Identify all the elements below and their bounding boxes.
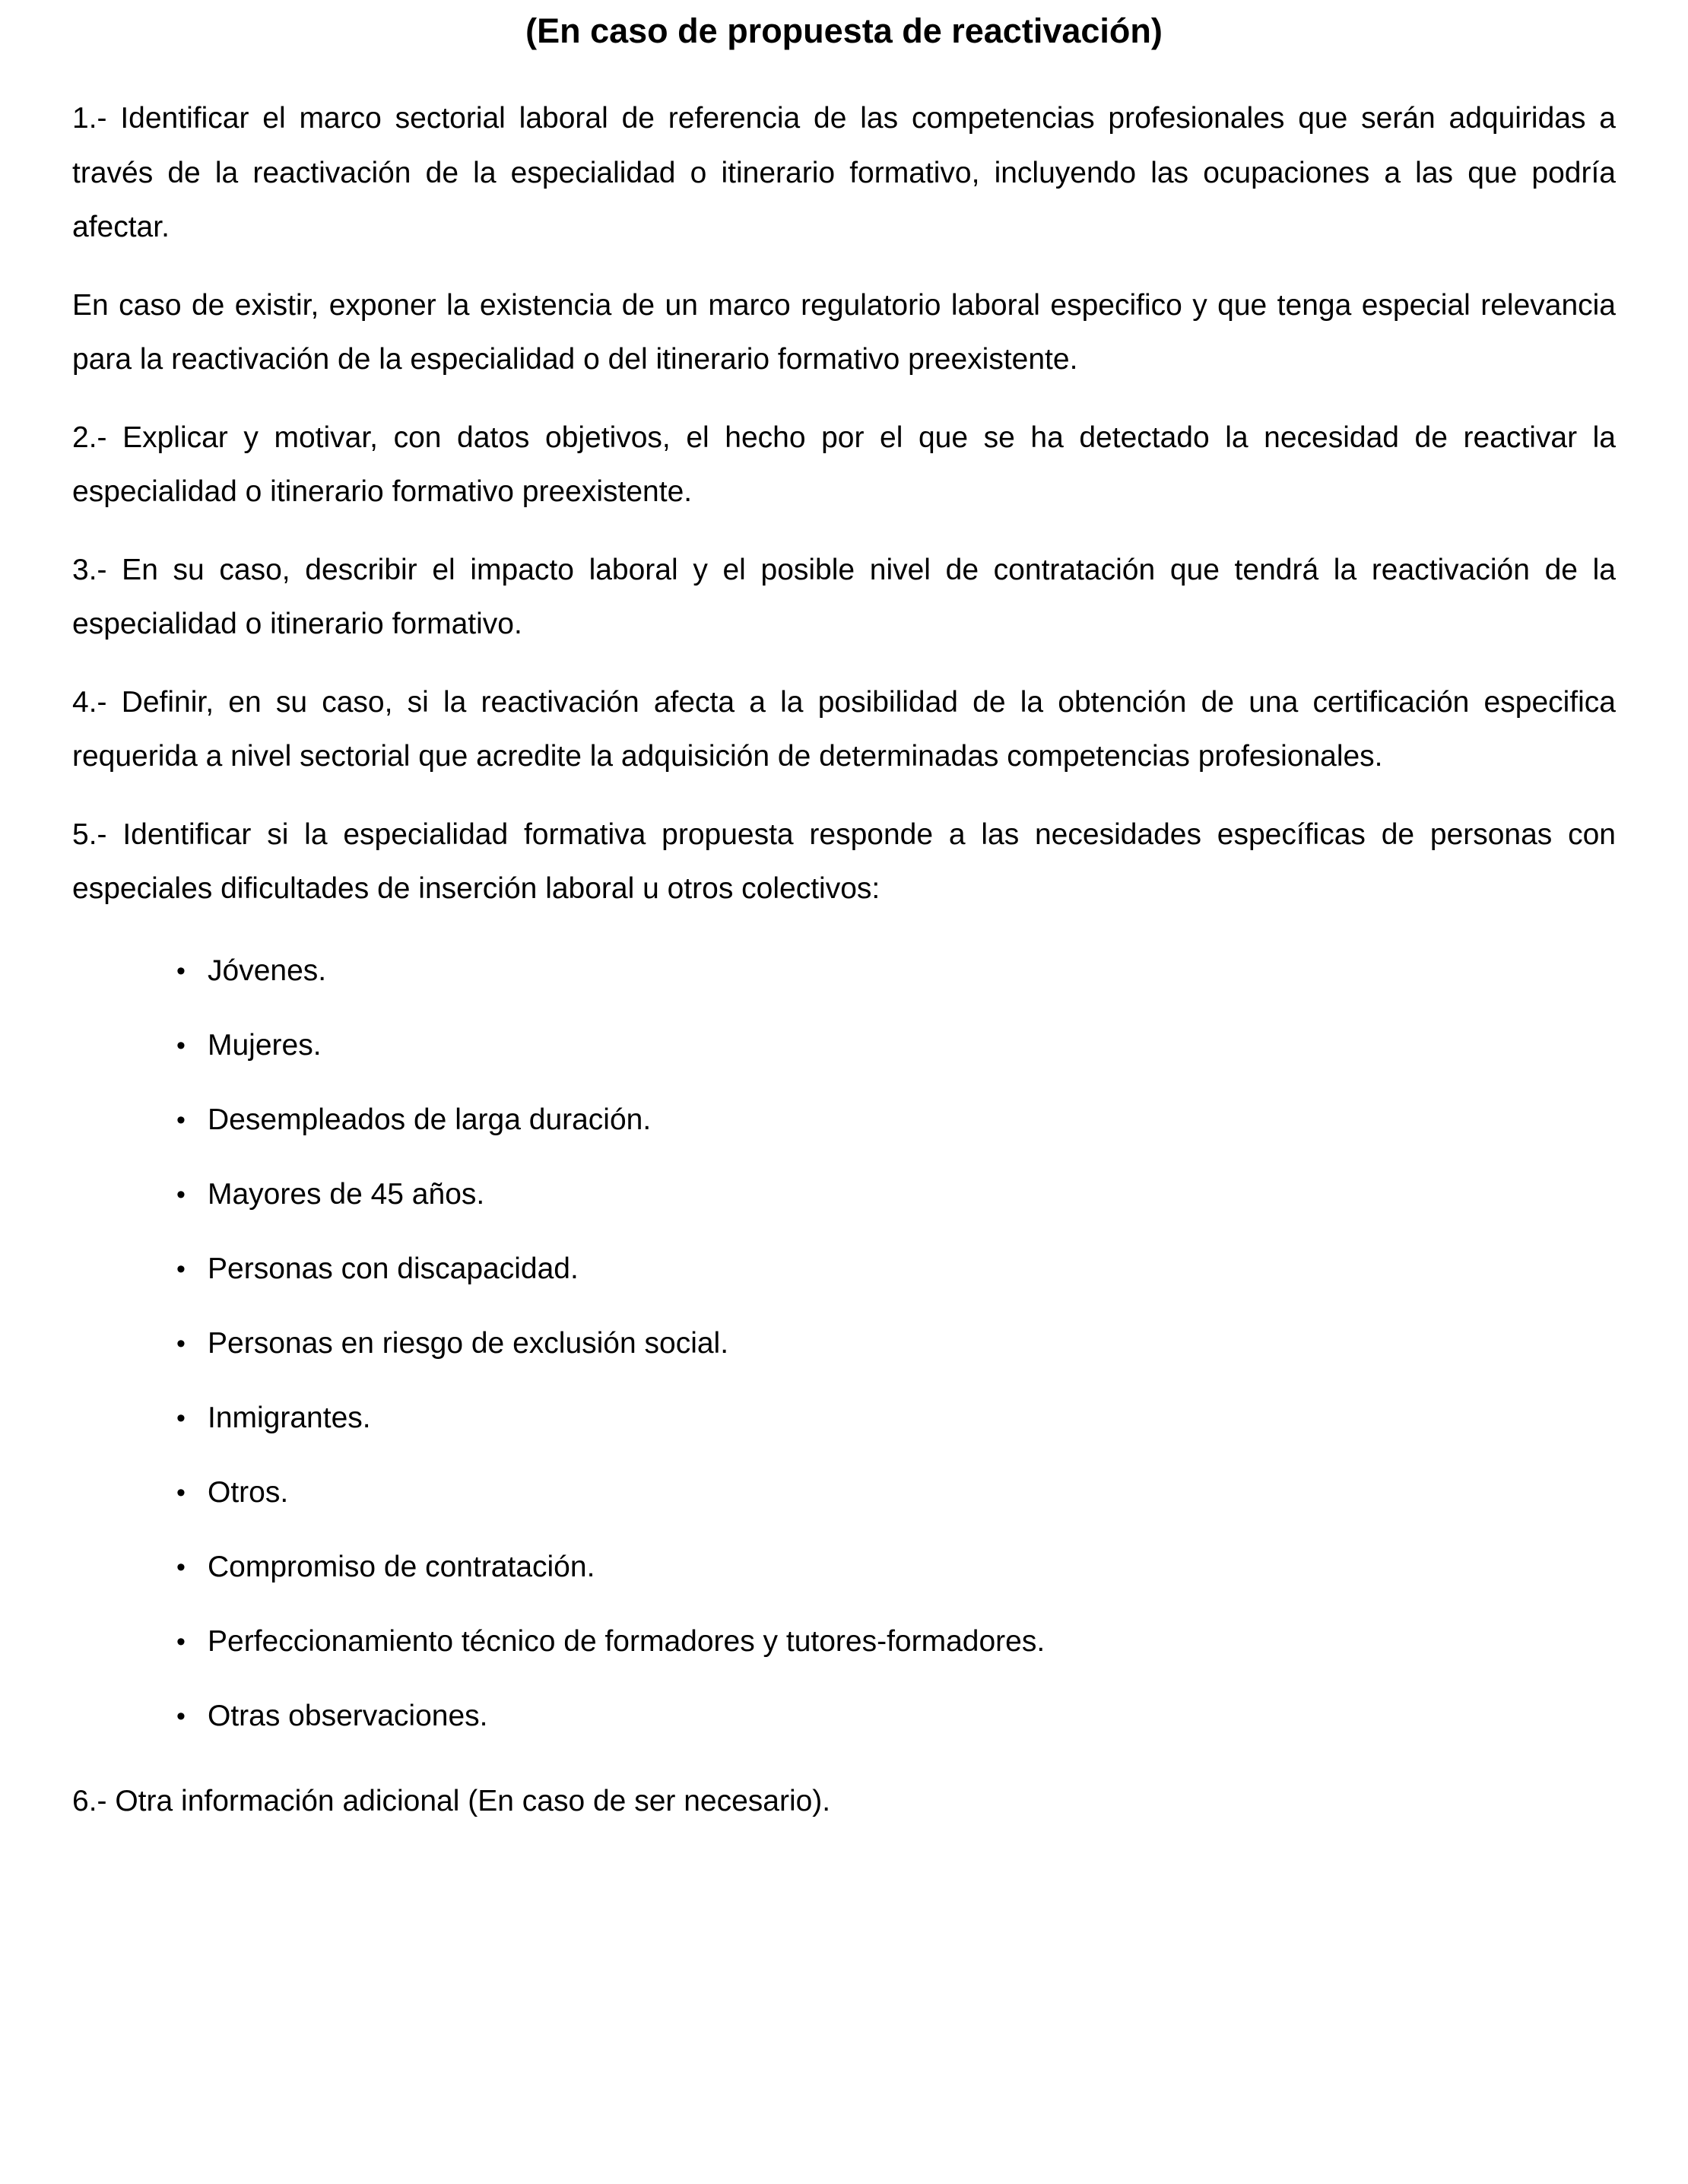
list-item-text: Mujeres. [208,1028,322,1062]
paragraph-1-marco-sectorial: 1.- Identificar el marco sectorial laboral de referencia de las competencias profesionales que serán adquiridas a través de la reactivación de la especialidad o itinerario formativo, incluyendo las ocupaciones a las que podría afectar. [72,102,1616,243]
list-item [176,1399,1616,1474]
list-item-text: Desempleados de larga duración. [208,1103,652,1136]
bullet-icon: • [176,1030,186,1060]
list-item [176,952,1616,1027]
list-item [176,1474,1616,1548]
list-item [176,1623,1616,1697]
list-item-text: Perfeccionamiento técnico de formadores y tutores-formadores. [208,1624,1045,1658]
bullet-icon: • [176,1179,186,1209]
page-title: (En caso de propuesta de reactivación) [525,11,1163,50]
list-item [176,1325,1616,1399]
bullet-icon: • [176,1627,186,1656]
colectivos-list [72,952,1616,1772]
paragraph-6-otra-informacion: 6.- Otra información adicional (En caso de ser necesario). [72,1784,831,1817]
list-item-text: Otros. [208,1475,289,1509]
bullet-icon: • [176,1254,186,1284]
list-item-text: Mayores de 45 años. [208,1177,485,1211]
bullet-icon: • [176,1403,186,1433]
paragraph-3-impacto-laboral: 3.- En su caso, describir el impacto laboral y el posible nivel de contratación que tendrá la reactivación de la especialidad o itinerario formativo. [72,553,1616,640]
list-item-text: Inmigrantes. [208,1401,371,1434]
paragraph-marco-regulatorio: En caso de existir, exponer la existencia de un marco regulatorio laboral especifico y que tenga especial relevancia para la reactivación de la especialidad o del itinerario formativo preexistente. [72,288,1616,376]
list-item-text: Jóvenes. [208,954,327,987]
list-item-text: Otras observaciones. [208,1699,488,1732]
list-item-text: Personas con discapacidad. [208,1252,579,1285]
paragraph-4-certificacion: 4.- Definir, en su caso, si la reactivación afecta a la posibilidad de la obtención de una certificación especifica requerida a nivel sectorial que acredite la adquisición de determinadas competencias profesionales. [72,685,1616,773]
bullet-icon: • [176,1701,186,1731]
list-item [176,1548,1616,1623]
list-item [176,1176,1616,1250]
list-item [176,1697,1616,1772]
paragraph-5-colectivos: 5.- Identificar si la especialidad formativa propuesta responde a las necesidades específicas de personas con especiales dificultades de inserción laboral u otros colectivos: [72,817,1616,905]
list-item-text: Personas en riesgo de exclusión social. [208,1326,729,1360]
bullet-icon: • [176,1478,186,1507]
list-item-text: Compromiso de contratación. [208,1550,595,1583]
bullet-icon: • [176,1328,186,1358]
list-item [176,1027,1616,1101]
paragraph-2-necesidad: 2.- Explicar y motivar, con datos objetivos, el hecho por el que se ha detectado la necesidad de reactivar la especialidad o itinerario formativo preexistente. [72,421,1616,508]
list-item [176,1250,1616,1325]
bullet-icon: • [176,1552,186,1582]
list-item [176,1101,1616,1176]
bullet-icon: • [176,1105,186,1135]
bullet-icon: • [176,956,186,986]
